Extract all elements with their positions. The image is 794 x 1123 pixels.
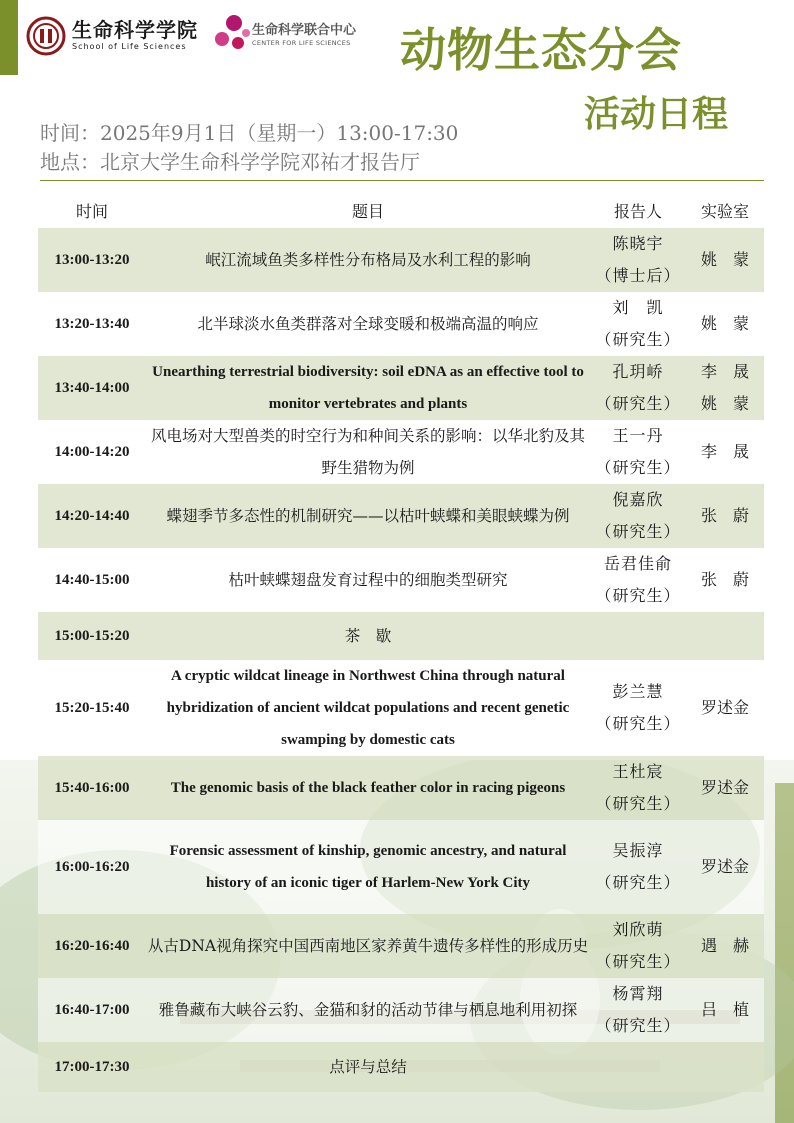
session-lab: 罗述金 — [686, 756, 764, 820]
table-row — [38, 228, 764, 292]
header-topic: 题目 — [351, 201, 384, 221]
session-topic: 点评与总结 — [146, 1042, 590, 1092]
session-speaker: 岳君佳俞 （研究生） — [590, 548, 686, 612]
school-name-cn: 生命科学学院 — [72, 18, 198, 42]
accent-bar-left — [0, 0, 18, 75]
header-divider — [40, 180, 764, 181]
table-row-closing — [38, 1042, 764, 1092]
session-time: 15:20-15:40 — [38, 660, 146, 756]
session-lab: 姚 蒙 — [686, 292, 764, 356]
event-place: 地点：北京大学生命科学学院邓祐才报告厅 — [40, 150, 420, 174]
session-lab: 李 晟 姚 蒙 — [686, 356, 764, 420]
session-topic: The genomic basis of the black feather color in racing pigeons — [146, 756, 590, 820]
event-time: 时间：2025年9月1日（星期一）13:00-17:30 — [40, 121, 459, 145]
session-speaker: 孔玥峤 （研究生） — [590, 356, 686, 420]
table-row — [38, 548, 764, 612]
school-name-en: School of Life Sciences — [72, 42, 187, 51]
session-lab — [686, 612, 764, 660]
session-time: 15:40-16:00 — [38, 756, 146, 820]
session-speaker: 刘欣萌 （研究生） — [590, 914, 686, 978]
table-row — [38, 756, 764, 820]
session-time: 13:00-13:20 — [38, 228, 146, 292]
session-topic: 雅鲁藏布大峡谷云豹、金猫和豺的活动节律与栖息地利用初探 — [146, 978, 590, 1042]
header-time: 时间 — [75, 201, 108, 221]
center-name-cn: 生命科学联合中心 — [252, 22, 357, 38]
session-speaker: 王杜宸 （研究生） — [590, 756, 686, 820]
session-time: 15:00-15:20 — [38, 612, 146, 660]
session-speaker — [590, 1042, 686, 1092]
session-topic: Unearthing terrestrial biodiversity: soil eDNA as an effective tool to monitor vertebrates and plants — [146, 356, 590, 420]
session-lab — [686, 1042, 764, 1092]
session-topic: 岷江流域鱼类多样性分布格局及水利工程的影响 — [146, 228, 590, 292]
session-time: 14:40-15:00 — [38, 548, 146, 612]
table-row — [38, 660, 764, 756]
school-logo — [26, 14, 198, 58]
session-time: 16:00-16:20 — [38, 820, 146, 914]
session-speaker: 杨霄翔 （研究生） — [590, 978, 686, 1042]
center-name-en: CENTER FOR LIFE SCIENCES — [252, 38, 351, 47]
schedule-table — [38, 192, 764, 1092]
session-topic: A cryptic wildcat lineage in Northwest China through natural hybridization of ancient wildcat populations and recent genetic swamping by domestic cats — [146, 660, 590, 756]
session-time: 14:00-14:20 — [38, 420, 146, 484]
session-lab: 罗述金 — [686, 660, 764, 756]
table-row — [38, 820, 764, 914]
session-time: 17:00-17:30 — [38, 1042, 146, 1092]
session-lab: 遇 赫 — [686, 914, 764, 978]
session-topic: 风电场对大型兽类的时空行为和种间关系的影响：以华北豹及其野生猎物为例 — [146, 420, 590, 484]
table-row — [38, 356, 764, 420]
table-row — [38, 484, 764, 548]
session-speaker: 王一丹 （研究生） — [590, 420, 686, 484]
session-time: 16:40-17:00 — [38, 978, 146, 1042]
session-topic: 枯叶蛱蝶翅盘发育过程中的细胞类型研究 — [146, 548, 590, 612]
session-lab: 张 蔚 — [686, 548, 764, 612]
session-topic: 从古DNA视角探究中国西南地区家养黄牛遗传多样性的形成历史 — [146, 914, 590, 978]
table-row — [38, 914, 764, 978]
header-speaker: 报告人 — [613, 201, 662, 221]
pku-seal-icon — [26, 16, 66, 56]
page-subtitle: 活动日程 — [584, 94, 729, 135]
session-lab: 李 晟 — [686, 420, 764, 484]
session-time: 14:20-14:40 — [38, 484, 146, 548]
table-row — [38, 420, 764, 484]
page-title: 动物生态分会 — [400, 23, 682, 77]
session-speaker: 彭兰慧 （研究生） — [590, 660, 686, 756]
session-topic: 茶 歇 — [146, 612, 590, 660]
session-time: 13:40-14:00 — [38, 356, 146, 420]
session-speaker: 倪嘉欣 （研究生） — [590, 484, 686, 548]
session-speaker: 刘 凯 （研究生） — [590, 292, 686, 356]
center-logo-icon — [212, 13, 252, 57]
session-topic: 北半球淡水鱼类群落对全球变暖和极端高温的响应 — [146, 292, 590, 356]
session-speaker: 陈晓宇 （博士后） — [590, 228, 686, 292]
session-time: 16:20-16:40 — [38, 914, 146, 978]
header-lab: 实验室 — [700, 201, 749, 221]
table-row — [38, 292, 764, 356]
session-lab: 吕 植 — [686, 978, 764, 1042]
session-topic: Forensic assessment of kinship, genomic ancestry, and natural history of an iconic tiger of Harlem-New York City — [146, 820, 590, 914]
session-topic: 蝶翅季节多态性的机制研究——以枯叶蛱蝶和美眼蛱蝶为例 — [146, 484, 590, 548]
session-lab: 张 蔚 — [686, 484, 764, 548]
session-speaker — [590, 612, 686, 660]
session-lab: 罗述金 — [686, 820, 764, 914]
session-lab: 姚 蒙 — [686, 228, 764, 292]
center-logo — [212, 10, 356, 60]
session-time: 13:20-13:40 — [38, 292, 146, 356]
table-row-break — [38, 612, 764, 660]
table-row — [38, 978, 764, 1042]
session-speaker: 吴振淳 （研究生） — [590, 820, 686, 914]
table-header-row — [38, 192, 764, 228]
